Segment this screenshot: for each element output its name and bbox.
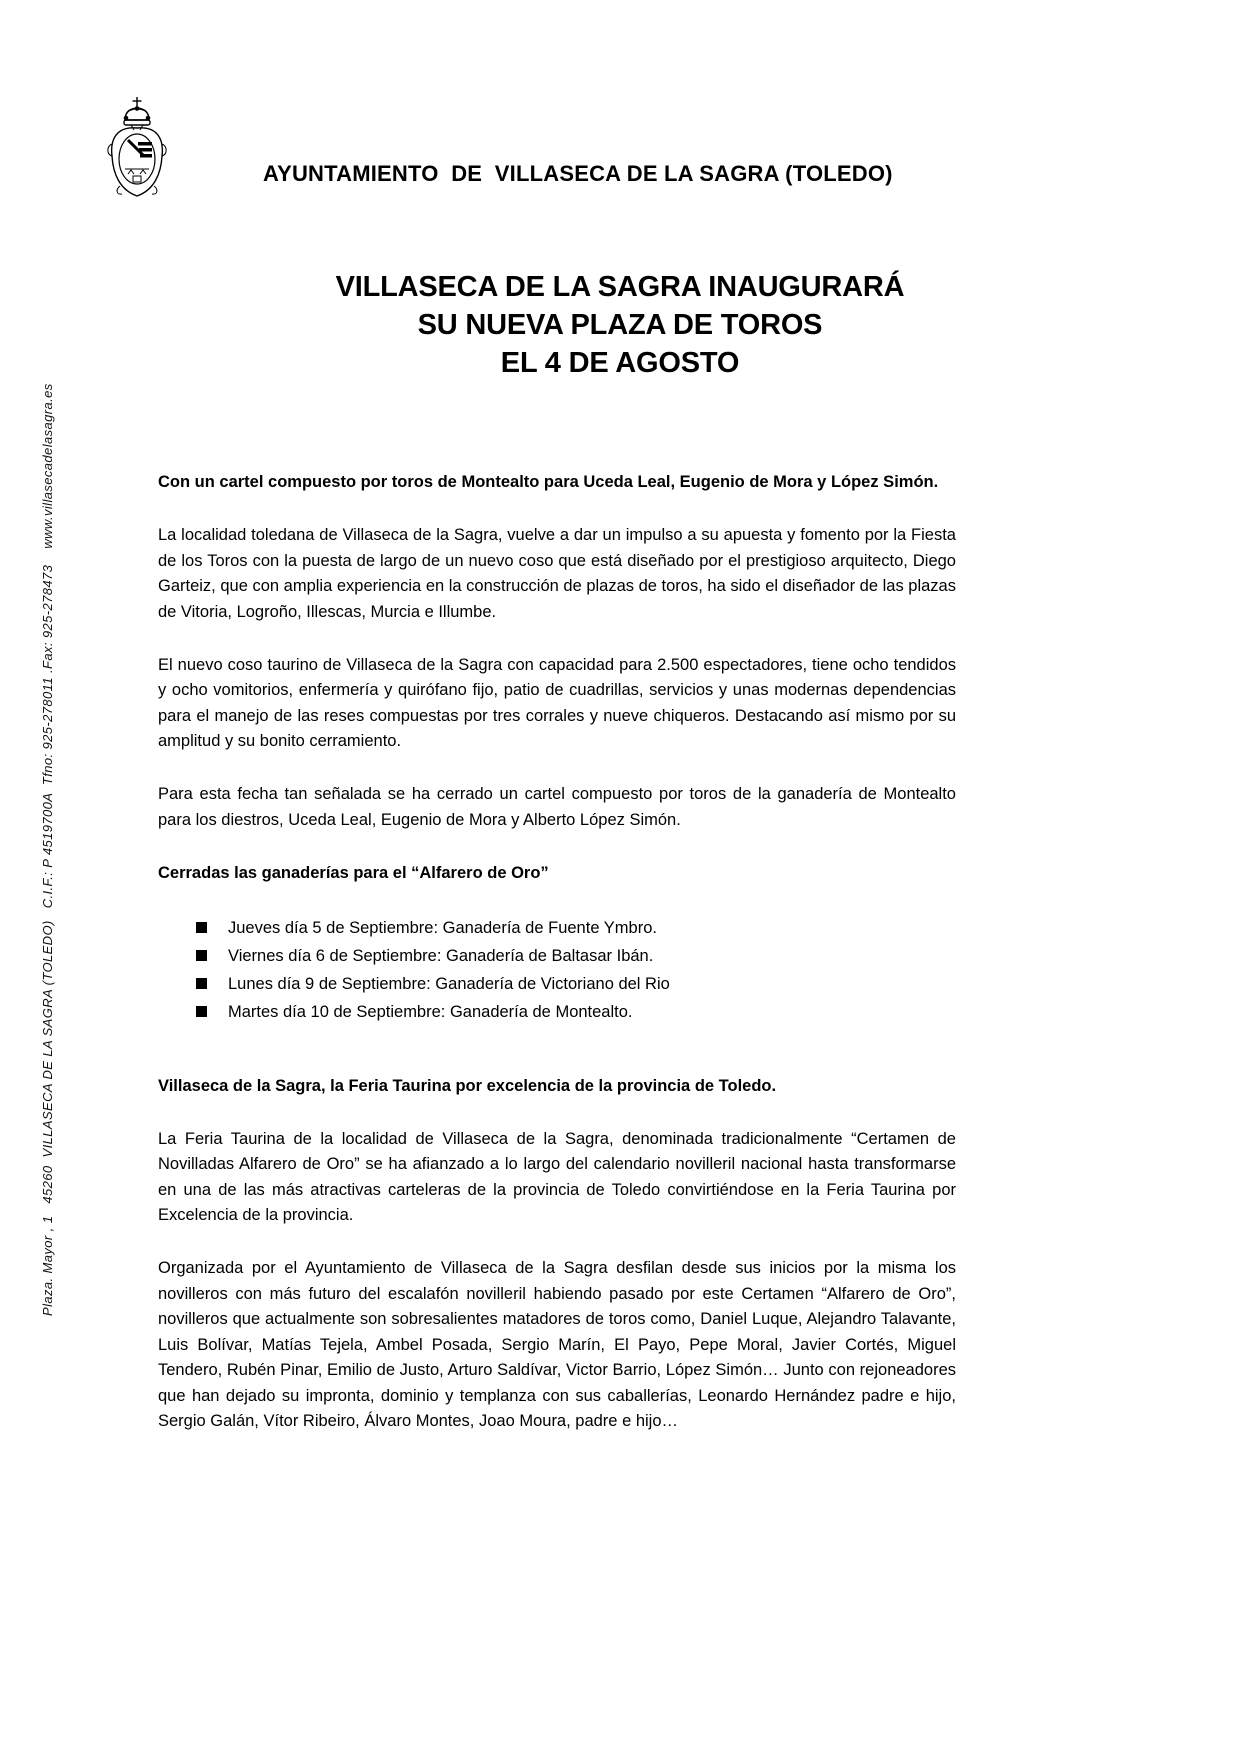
- sidebar-contact-text: Plaza. Mayor , 1 45260 VILLASECA DE LA SAGRA (TOLEDO) C.I.F.: P 4519700A Tfno: 925-278011 .Fax: 925-278473 www.villasecadelasagra.es: [40, 383, 55, 1316]
- schedule-item: [196, 998, 956, 1026]
- bullet-square-icon: [196, 978, 207, 989]
- title-line-1: VILLASECA DE LA SAGRA INAUGURARÁ: [335, 271, 905, 303]
- paragraph-plaza-features: El nuevo coso taurino de Villaseca de la Sagra con capacidad para 2.500 espectadores, tiene ocho tendidos y ocho vomitorios, enfermería y quirófano fijo, patio de cuadrillas, servicios y unas modernas dependencias para el manejo de las reses compuestas por tres corrales y nueve chiqueros. Destacando así mismo por su amplitud y su bonito cerramiento.: [158, 655, 956, 750]
- schedule-item-text: Lunes día 9 de Septiembre: Ganadería de Victoriano del Rio: [228, 974, 670, 993]
- bullet-square-icon: [196, 922, 207, 933]
- schedule-section-heading: Cerradas las ganaderías para el “Alfarero de Oro”: [158, 863, 549, 882]
- organization-name: AYUNTAMIENTO DE VILLASECA DE LA SAGRA (TOLEDO): [263, 161, 893, 186]
- paragraph-new-plaza-intro: La localidad toledana de Villaseca de la Sagra, vuelve a dar un impulso a su apuesta y fomento por la Fiesta de los Toros con la puesta de largo de un nuevo coso que está diseñado por el prestigioso arquitecto, Diego Garteiz, que con amplia experiencia en la construcción de plazas de toros, ha sido el diseñador de las plazas de Vitoria, Logroño, Illescas, Murcia e Illumbe.: [158, 526, 956, 621]
- title-line-2: SU NUEVA PLAZA DE TOROS: [417, 309, 823, 341]
- title-line-3: EL 4 DE AGOSTO: [500, 347, 740, 379]
- paragraph-feria-toreros: Organizada por el Ayuntamiento de Villaseca de la Sagra desfilan desde sus inicios por la misma los novilleros con más futuro del escalafón novilleril habiendo pasado por este Certamen “Alfarero de Oro”, novilleros que actualmente son sobresalientes matadores de toros como, Daniel Luque, Alejandro Talavante, Luis Bolívar, Matías Tejela, Ambel Posada, Sergio Marín, El Payo, Pepe Moral, Javier Cortés, Miguel Tendero, Rubén Pinar, Emilio de Justo, Arturo Saldívar, Victor Barrio, López Simón… Junto con rejoneadores que han dejado su impronta, dominio y templanza con sus caballerías, Leonardo Hernández padre e hijo, Sergio Galán, Vítor Ribeiro, Álvaro Montes, Joao Moura, padre e hijo…: [158, 1259, 956, 1430]
- schedule-item-text: Viernes día 6 de Septiembre: Ganadería de Baltasar Ibán.: [228, 946, 654, 965]
- document-body: [158, 470, 956, 1462]
- paragraph-feria-history: La Feria Taurina de la localidad de Villaseca de la Sagra, denominada tradicionalmente “Certamen de Novilladas Alfarero de Oro” se ha afianzado a lo largo del calendario novilleril nacional hasta transformarse en una de las más atractivas carteleras de la provincia de Toledo convirtiéndose en la Feria Taurina por Excelencia de la provincia.: [158, 1129, 956, 1224]
- bullet-square-icon: [196, 950, 207, 961]
- schedule-item-text: Jueves día 5 de Septiembre: Ganadería de Fuente Ymbro.: [228, 918, 657, 937]
- feria-section-heading: Villaseca de la Sagra, la Feria Taurina por excelencia de la provincia de Toledo.: [158, 1076, 777, 1095]
- lead-paragraph: Con un cartel compuesto por toros de Montealto para Uceda Leal, Eugenio de Mora y López Simón.: [158, 473, 939, 491]
- municipal-crest-icon: [98, 96, 176, 200]
- schedule-item: [196, 970, 956, 998]
- schedule-item-text: Martes día 10 de Septiembre: Ganadería de Montealto.: [228, 1002, 633, 1021]
- bullet-square-icon: [196, 1006, 207, 1017]
- schedule-list: [158, 914, 956, 1026]
- document-title: [0, 268, 1240, 382]
- paragraph-cartel: Para esta fecha tan señalada se ha cerrado un cartel compuesto por toros de la ganadería de Montealto para los diestros, Uceda Leal, Eugenio de Mora y Alberto López Simón.: [158, 785, 956, 829]
- schedule-item: [196, 942, 956, 970]
- schedule-item: [196, 914, 956, 942]
